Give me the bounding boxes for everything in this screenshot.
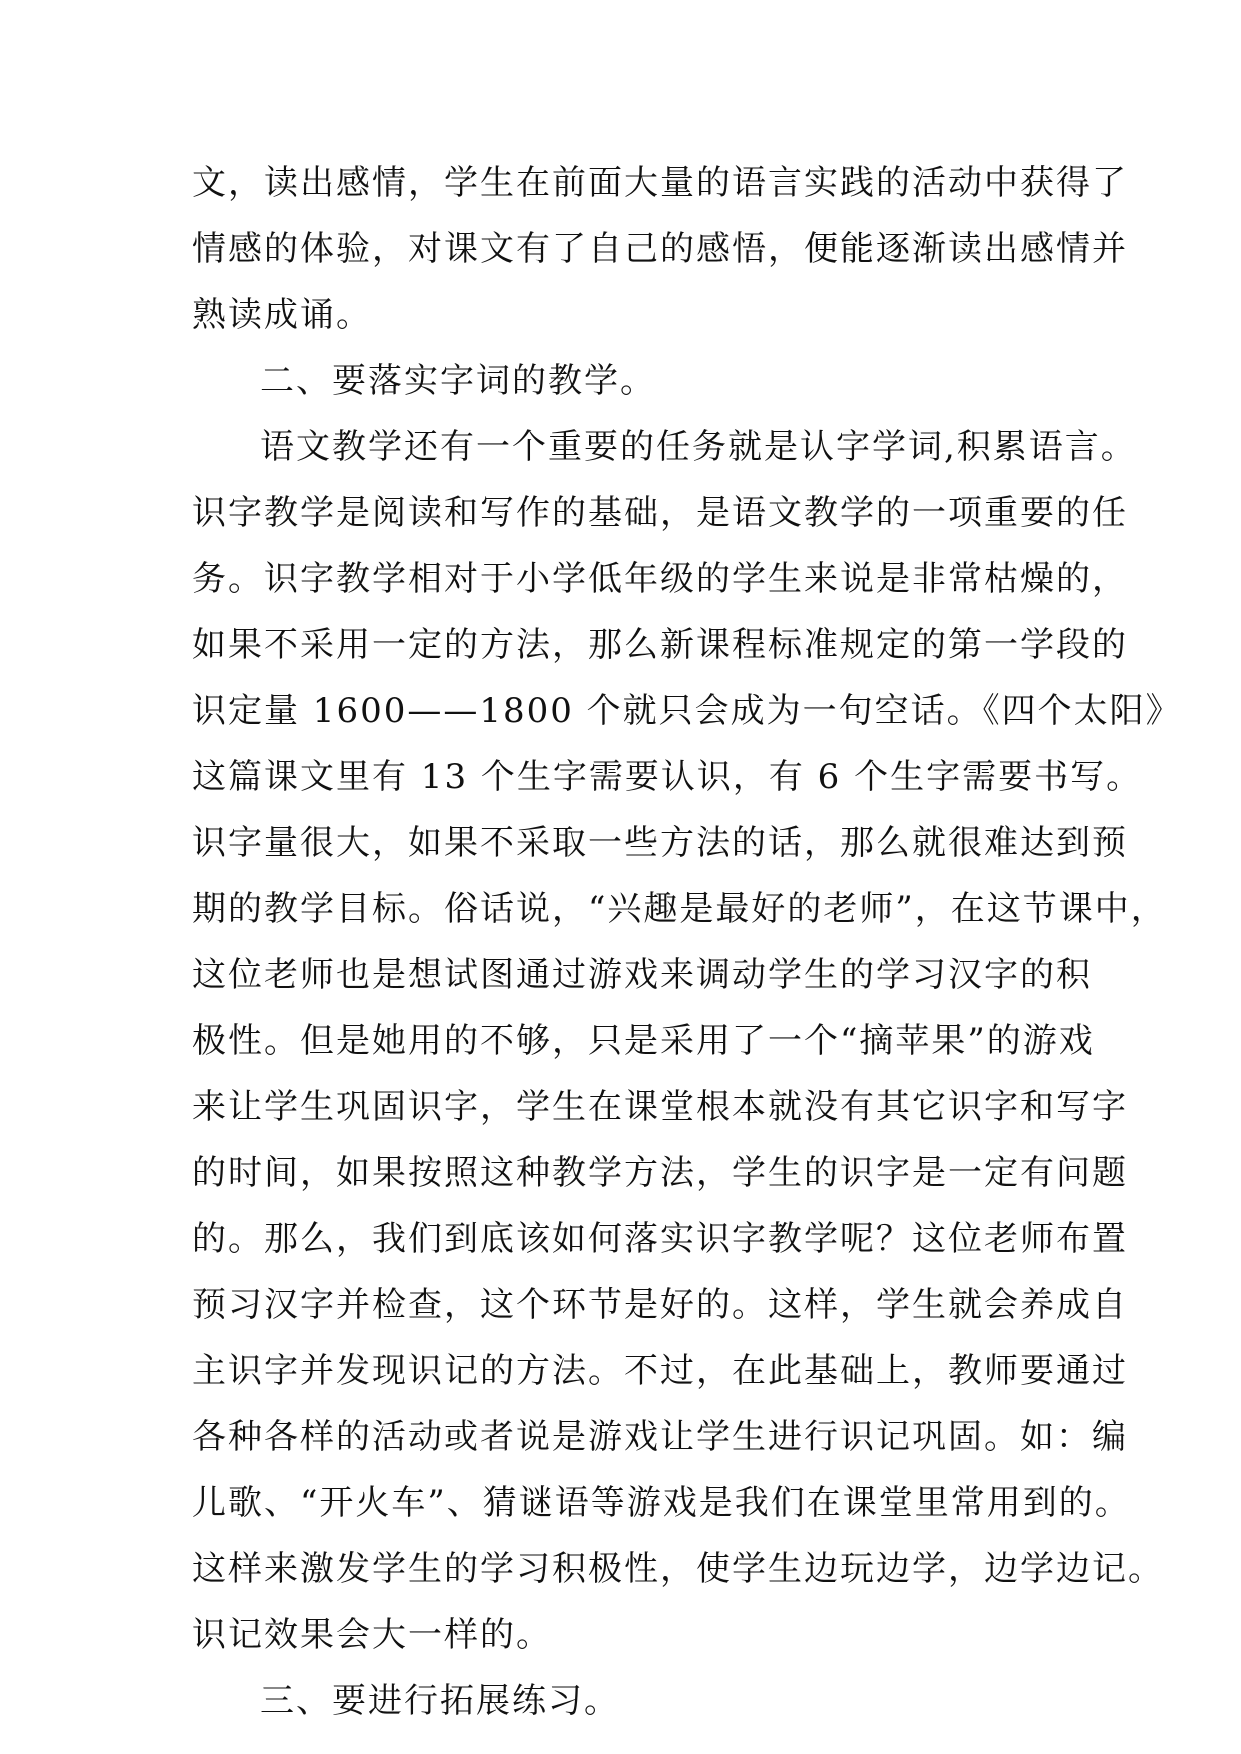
- text-line: 识记效果会大一样的。: [192, 1615, 552, 1655]
- text-line: 识字教学是阅读和写作的基础，是语文教学的一项重要的任: [192, 493, 1128, 533]
- text-line: 各种各样的活动或者说是游戏让学生进行识记巩固。如：编: [192, 1417, 1128, 1457]
- text-line: 务。识字教学相对于小学低年级的学生来说是非常枯燥的，: [192, 559, 1128, 599]
- section-heading: 三、要进行拓展练习。: [260, 1681, 620, 1721]
- text-line: 如果不采用一定的方法，那么新课程标准规定的第一学段的: [192, 625, 1128, 665]
- text-line: 期的教学目标。俗话说，“兴趣是最好的老师”，在这节课中，: [192, 889, 1167, 929]
- text-line: 语文教学还有一个重要的任务就是认字学词,积累语言。: [260, 427, 1137, 467]
- document-body: [192, 150, 1182, 1734]
- text-line: 这位老师也是想试图通过游戏来调动学生的学习汉字的积: [192, 955, 1092, 995]
- text-line: 的。那么，我们到底该如何落实识字教学呢？这位老师布置: [192, 1219, 1128, 1259]
- text-line: 熟读成诵。: [192, 295, 372, 335]
- text-line: 主识字并发现识记的方法。不过，在此基础上，教师要通过: [192, 1351, 1128, 1391]
- text-line: 来让学生巩固识字，学生在课堂根本就没有其它识字和写字: [192, 1087, 1128, 1127]
- section-heading: 二、要落实字词的教学。: [260, 361, 656, 401]
- text-line: 的时间，如果按照这种教学方法，学生的识字是一定有问题: [192, 1153, 1128, 1193]
- text-line: 文，读出感情，学生在前面大量的语言实践的活动中获得了: [192, 163, 1128, 203]
- text-line: 儿歌、“开火车”、猜谜语等游戏是我们在课堂里常用到的。: [192, 1483, 1131, 1523]
- text-line: 这篇课文里有 13 个生字需要认识，有 6 个生字需要书写。: [192, 757, 1143, 797]
- text-line: 情感的体验，对课文有了自己的感悟，便能逐渐读出感情并: [192, 229, 1128, 269]
- text-line: 识定量 1600——1800 个就只会成为一句空话。《四个太阳》: [192, 691, 1182, 731]
- text-line: 这样来激发学生的学习积极性，使学生边玩边学，边学边记。: [192, 1549, 1164, 1589]
- text-line: 预习汉字并检查，这个环节是好的。这样，学生就会养成自: [192, 1285, 1128, 1325]
- text-line: 识字量很大，如果不采取一些方法的话，那么就很难达到预: [192, 823, 1128, 863]
- text-line: 极性。但是她用的不够，只是采用了一个“摘苹果”的游戏: [192, 1021, 1095, 1061]
